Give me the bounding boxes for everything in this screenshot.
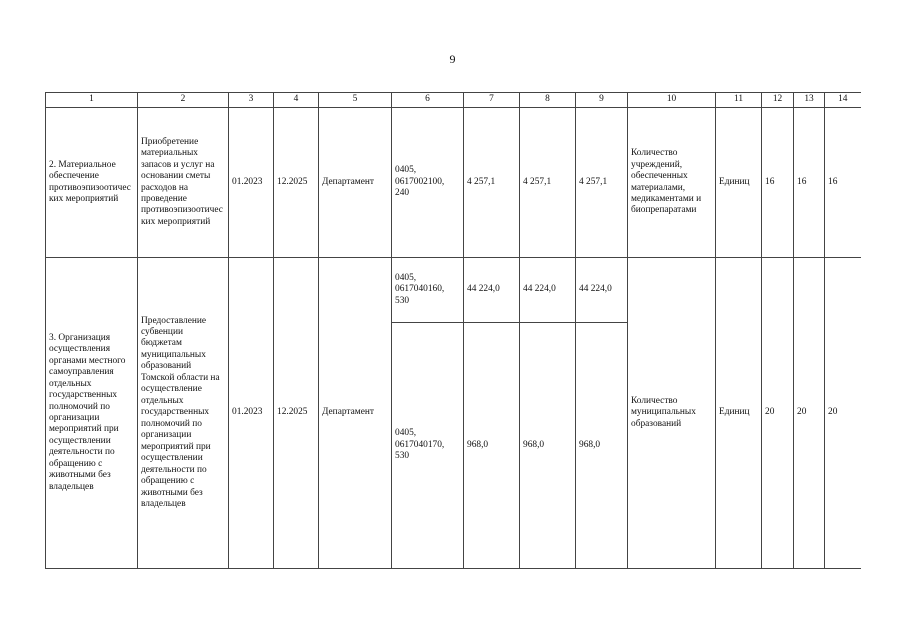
task-name-cell: 2. Материальное обеспечение противоэпизоотических мероприятий xyxy=(46,108,138,258)
program-table xyxy=(45,92,861,569)
col-header-10: 10 xyxy=(628,93,716,108)
budget-code-cell: 0405, 0617040160, 530 xyxy=(392,258,464,323)
table-row xyxy=(46,258,861,323)
amount-cell: 44 224,0 xyxy=(520,258,576,323)
col-header-1: 1 xyxy=(46,93,138,108)
executor-cell: Департамент xyxy=(319,258,392,569)
end-date-cell: 12.2025 xyxy=(274,258,319,569)
value-cell: 16 xyxy=(794,108,825,258)
header-row xyxy=(46,93,861,108)
value-cell: 16 xyxy=(825,108,861,258)
amount-cell: 4 257,1 xyxy=(576,108,628,258)
amount-cell: 4 257,1 xyxy=(464,108,520,258)
col-header-12: 12 xyxy=(762,93,794,108)
indicator-cell: Количество учреждений, обеспеченных материалами, медикаментами и биопрепаратами xyxy=(628,108,716,258)
value-cell: 20 xyxy=(794,258,825,569)
col-header-8: 8 xyxy=(520,93,576,108)
value-cell: 20 xyxy=(825,258,861,569)
col-header-11: 11 xyxy=(716,93,762,108)
col-header-5: 5 xyxy=(319,93,392,108)
budget-code-cell: 0405, 0617040170, 530 xyxy=(392,323,464,569)
col-header-2: 2 xyxy=(138,93,229,108)
col-header-13: 13 xyxy=(794,93,825,108)
col-header-6: 6 xyxy=(392,93,464,108)
event-name-cell: Предоставление субвенции бюджетам муниципальных образований Томской области на осуществление отдельных государственных полномочий по организации мероприятий при осуществлении деятельности по обращению с животными без владельцев xyxy=(138,258,229,569)
amount-cell: 44 224,0 xyxy=(464,258,520,323)
executor-cell: Департамент xyxy=(319,108,392,258)
start-date-cell: 01.2023 xyxy=(229,258,274,569)
col-header-7: 7 xyxy=(464,93,520,108)
budget-code-cell: 0405, 0617002100, 240 xyxy=(392,108,464,258)
amount-cell: 968,0 xyxy=(576,323,628,569)
value-cell: 20 xyxy=(762,258,794,569)
col-header-4: 4 xyxy=(274,93,319,108)
page-number: 9 xyxy=(449,52,456,66)
amount-cell: 968,0 xyxy=(464,323,520,569)
amount-cell: 44 224,0 xyxy=(576,258,628,323)
col-header-9: 9 xyxy=(576,93,628,108)
indicator-cell: Количество муниципальных образований xyxy=(628,258,716,569)
event-name-cell: Приобретение материальных запасов и услуг на основании сметы расходов на проведение противоэпизоотических мероприятий xyxy=(138,108,229,258)
start-date-cell: 01.2023 xyxy=(229,108,274,258)
amount-cell: 4 257,1 xyxy=(520,108,576,258)
unit-cell: Единиц xyxy=(716,108,762,258)
col-header-14: 14 xyxy=(825,93,861,108)
col-header-3: 3 xyxy=(229,93,274,108)
task-name-cell: 3. Организация осуществления органами местного самоуправления отдельных государственных полномочий по организации мероприятий при осуществлении деятельности по обращению с животными без владельцев xyxy=(46,258,138,569)
amount-cell: 968,0 xyxy=(520,323,576,569)
unit-cell: Единиц xyxy=(716,258,762,569)
end-date-cell: 12.2025 xyxy=(274,108,319,258)
value-cell: 16 xyxy=(762,108,794,258)
table-row xyxy=(46,108,861,258)
